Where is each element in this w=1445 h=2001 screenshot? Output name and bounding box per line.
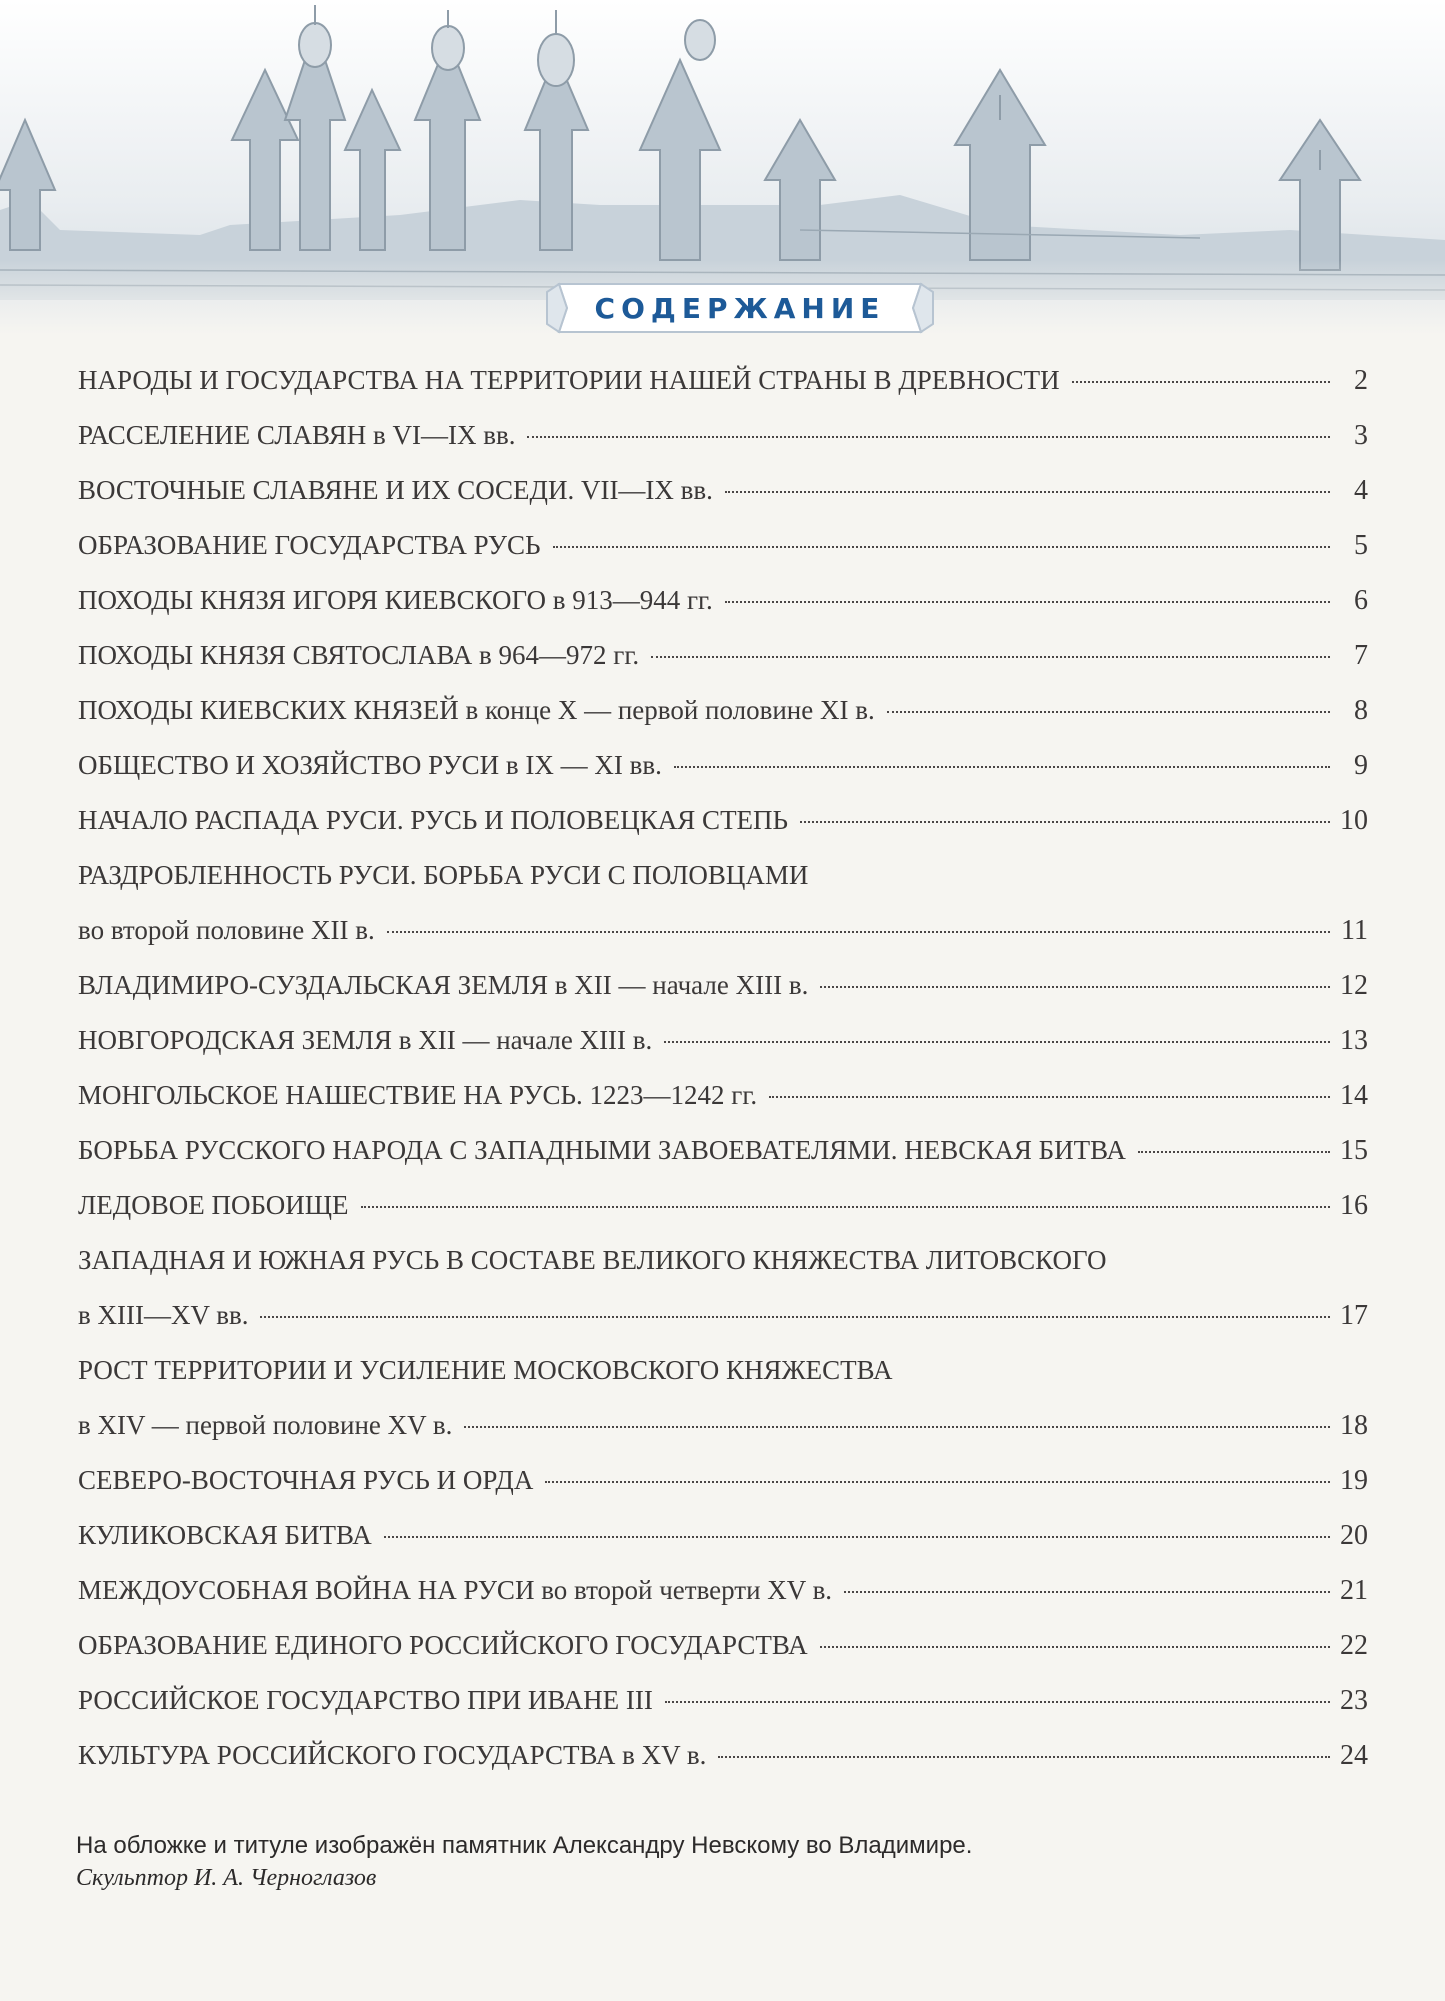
toc-entry-title: РАЗДРОБЛЕННОСТЬ РУСИ. БОРЬБА РУСИ С ПОЛОВЦАМИ — [78, 860, 809, 890]
dot-leader — [464, 1426, 1330, 1428]
dot-leader — [718, 1756, 1330, 1758]
toc-page-number: 2 — [1354, 365, 1368, 396]
dot-leader — [1138, 1151, 1330, 1153]
dot-leader — [769, 1096, 1330, 1098]
toc-page-number: 4 — [1354, 475, 1368, 506]
toc-page-number: 6 — [1354, 585, 1368, 616]
toc-entry-title: ВЛАДИМИРО-СУЗДАЛЬСКАЯ ЗЕМЛЯ в XII — начале XIII в. — [78, 970, 809, 1000]
toc-page-number: 8 — [1354, 695, 1368, 726]
dot-leader — [260, 1316, 1330, 1318]
toc-entry[interactable] — [78, 628, 1368, 683]
toc-entry[interactable] — [78, 1123, 1368, 1178]
toc-entry[interactable] — [78, 353, 1368, 408]
toc-entry-title: ПОХОДЫ КИЕВСКИХ КНЯЗЕЙ в конце X — первой половине XI в. — [78, 695, 875, 725]
toc-page-number: 23 — [1340, 1685, 1368, 1716]
toc-entry-title: ЗАПАДНАЯ И ЮЖНАЯ РУСЬ В СОСТАВЕ ВЕЛИКОГО КНЯЖЕСТВА ЛИТОВСКОГО — [78, 1245, 1107, 1275]
toc-entry-title: КУЛЬТУРА РОССИЙСКОГО ГОСУДАРСТВА в XV в. — [78, 1740, 707, 1770]
toc-page-number: 24 — [1340, 1740, 1368, 1771]
toc-page-number: 3 — [1354, 420, 1368, 451]
toc-entry[interactable] — [78, 1178, 1368, 1233]
toc-page-number: 16 — [1340, 1190, 1368, 1221]
table-of-contents — [78, 353, 1368, 1783]
toc-entry[interactable] — [78, 738, 1368, 793]
toc-page-number: 11 — [1341, 915, 1368, 946]
toc-page-number: 14 — [1340, 1080, 1368, 1111]
toc-entry[interactable] — [78, 1508, 1368, 1563]
dot-leader — [527, 436, 1330, 438]
toc-entry[interactable] — [78, 683, 1368, 738]
toc-entry[interactable] — [78, 408, 1368, 463]
dot-leader — [674, 766, 1330, 768]
dot-leader — [545, 1481, 1330, 1483]
toc-page-number: 9 — [1354, 750, 1368, 781]
page-title: СОДЕРЖАНИЕ — [594, 291, 886, 325]
toc-entry-title: СЕВЕРО-ВОСТОЧНАЯ РУСЬ И ОРДА — [78, 1465, 534, 1495]
toc-page-number: 17 — [1340, 1300, 1368, 1331]
toc-entry-title: ПОХОДЫ КНЯЗЯ ИГОРЯ КИЕВСКОГО в 913—944 гг. — [78, 585, 713, 615]
toc-entry-title: ВОСТОЧНЫЕ СЛАВЯНЕ И ИХ СОСЕДИ. VII—IX вв. — [78, 475, 713, 505]
toc-page-number: 18 — [1340, 1410, 1368, 1441]
toc-page-number: 22 — [1340, 1630, 1368, 1661]
toc-page-number: 13 — [1340, 1025, 1368, 1056]
toc-entry[interactable] — [78, 848, 1368, 958]
toc-page-number: 7 — [1354, 640, 1368, 671]
dot-leader — [664, 1041, 1330, 1043]
dot-leader — [820, 986, 1330, 988]
dot-leader — [387, 931, 1330, 933]
toc-entry[interactable] — [78, 573, 1368, 628]
toc-entry-title: ЛЕДОВОЕ ПОБОИЩЕ — [78, 1190, 349, 1220]
dot-leader — [651, 656, 1330, 658]
toc-entry-title: НАРОДЫ И ГОСУДАРСТВА НА ТЕРРИТОРИИ НАШЕЙ СТРАНЫ В ДРЕВНОСТИ — [78, 365, 1060, 395]
toc-entry-title: РОСТ ТЕРРИТОРИИ И УСИЛЕНИЕ МОСКОВСКОГО КНЯЖЕСТВА — [78, 1355, 893, 1385]
cover-footnote — [76, 1830, 1376, 1894]
dot-leader — [800, 821, 1330, 823]
toc-entry-title: РОССИЙСКОЕ ГОСУДАРСТВО ПРИ ИВАНЕ III — [78, 1685, 653, 1715]
dot-leader — [384, 1536, 1330, 1538]
toc-entry[interactable] — [78, 518, 1368, 573]
toc-entry[interactable] — [78, 793, 1368, 848]
toc-entry[interactable] — [78, 1618, 1368, 1673]
toc-entry-title: НОВГОРОДСКАЯ ЗЕМЛЯ в XII — начале XIII в. — [78, 1025, 653, 1055]
toc-entry-title: МОНГОЛЬСКОЕ НАШЕСТВИЕ НА РУСЬ. 1223—1242 гг. — [78, 1080, 758, 1110]
dot-leader — [887, 711, 1330, 713]
toc-entry[interactable] — [78, 1453, 1368, 1508]
toc-entry[interactable] — [78, 1013, 1368, 1068]
toc-page-number: 20 — [1340, 1520, 1368, 1551]
dot-leader — [725, 491, 1330, 493]
toc-entry[interactable] — [78, 958, 1368, 1013]
toc-entry-title: МЕЖДОУСОБНАЯ ВОЙНА НА РУСИ во второй четверти XV в. — [78, 1575, 833, 1605]
dot-leader — [844, 1591, 1330, 1593]
toc-page-number: 19 — [1340, 1465, 1368, 1496]
footnote-text: На обложке и титуле изображён памятник Александру Невскому во Владимире. — [76, 1832, 973, 1859]
sculptor-credit: Скульптор И. А. Черноглазов — [76, 1865, 377, 1891]
dot-leader — [665, 1701, 1330, 1703]
toc-page-number: 10 — [1340, 805, 1368, 836]
toc-entry-title: ПОХОДЫ КНЯЗЯ СВЯТОСЛАВА в 964—972 гг. — [78, 640, 640, 670]
toc-entry[interactable] — [78, 1728, 1368, 1783]
dot-leader — [553, 546, 1330, 548]
toc-entry[interactable] — [78, 1068, 1368, 1123]
toc-entry-title: ОБРАЗОВАНИЕ ЕДИНОГО РОССИЙСКОГО ГОСУДАРСТВА — [78, 1630, 808, 1660]
toc-entry-title: в XIV — первой половине XV в. — [78, 1410, 453, 1440]
toc-entry-title: РАССЕЛЕНИЕ СЛАВЯН в VI—IX вв. — [78, 420, 516, 450]
toc-entry-title: НАЧАЛО РАСПАДА РУСИ. РУСЬ И ПОЛОВЕЦКАЯ СТЕПЬ — [78, 805, 789, 835]
dot-leader — [820, 1646, 1330, 1648]
toc-entry[interactable] — [78, 1673, 1368, 1728]
toc-entry-title: в XIII—XV вв. — [78, 1300, 249, 1330]
toc-entry[interactable] — [78, 1233, 1368, 1343]
toc-entry-title: ОБРАЗОВАНИЕ ГОСУДАРСТВА РУСЬ — [78, 530, 541, 560]
title-banner — [545, 278, 935, 338]
toc-entry[interactable] — [78, 1563, 1368, 1618]
dot-leader — [361, 1206, 1330, 1208]
dot-leader — [725, 601, 1330, 603]
dot-leader — [1072, 381, 1330, 383]
toc-entry-title: ОБЩЕСТВО И ХОЗЯЙСТВО РУСИ в IX — XI вв. — [78, 750, 662, 780]
toc-page-number: 21 — [1340, 1575, 1368, 1606]
toc-entry-title: КУЛИКОВСКАЯ БИТВА — [78, 1520, 372, 1550]
toc-page-number: 15 — [1340, 1135, 1368, 1166]
toc-entry[interactable] — [78, 1343, 1368, 1453]
toc-entry-title: во второй половине XII в. — [78, 915, 375, 945]
toc-page-number: 5 — [1354, 530, 1368, 561]
toc-entry[interactable] — [78, 463, 1368, 518]
toc-page-number: 12 — [1340, 970, 1368, 1001]
toc-entry-title: БОРЬБА РУССКОГО НАРОДА С ЗАПАДНЫМИ ЗАВОЕВАТЕЛЯМИ. НЕВСКАЯ БИТВА — [78, 1135, 1126, 1165]
